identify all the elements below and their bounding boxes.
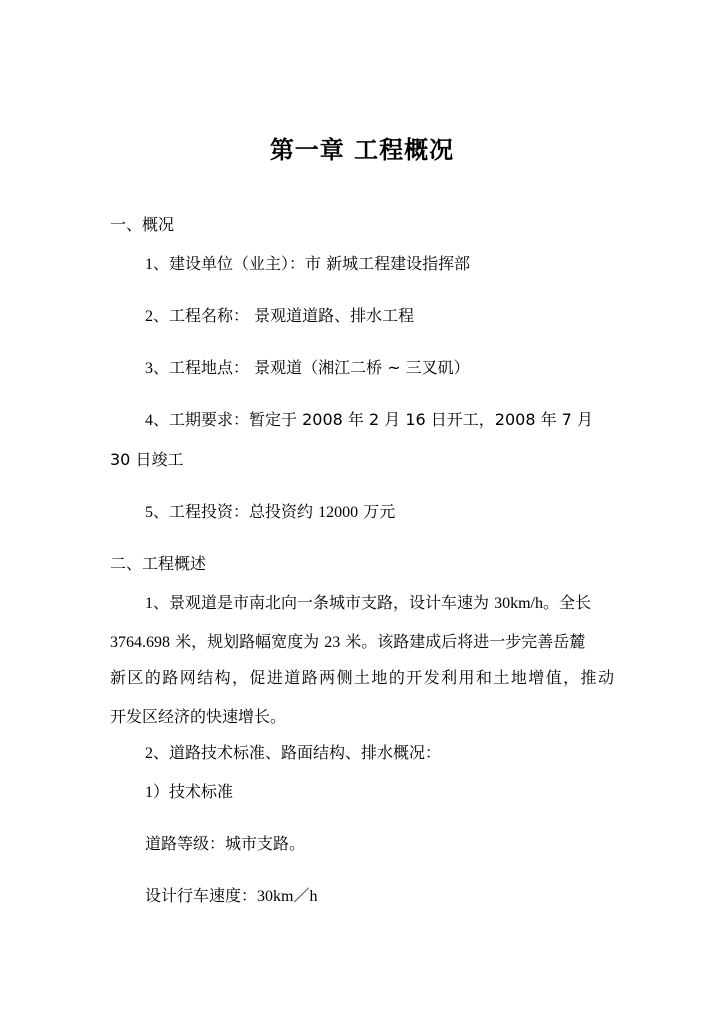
item-schedule-line1 [145, 408, 593, 433]
road-grade: 道路等级：城市支路。 [145, 834, 306, 853]
paragraph-line [110, 630, 585, 655]
investment-amount: 12000 [318, 504, 359, 521]
item-text: 工程地点： 景观道（湘江二桥 ~ 三叉矶） [169, 358, 470, 377]
design-speed-line [145, 884, 317, 909]
item-separator: 、 [153, 502, 170, 521]
section-heading-description: 二、工程概述 [110, 554, 207, 573]
paragraph-line [145, 741, 441, 766]
section-heading-overview: 一、概况 [110, 215, 175, 234]
paragraph-line: 开发区经济的快速增长。 [110, 707, 287, 726]
item-builder [145, 252, 470, 277]
item-number: 1 [145, 256, 153, 273]
subsection-text: ）技术标准 [153, 782, 234, 801]
item-schedule-line2: 30 日竣工 [110, 450, 184, 469]
road-length-value: 3764.698 [110, 634, 170, 651]
paragraph-text: 。全长 [542, 593, 591, 612]
paragraph-text: 、道路技术标准、路面结构、排水概况： [153, 743, 442, 762]
item-investment [145, 500, 395, 525]
design-speed-label: 设计行车速度： [145, 886, 258, 905]
item-separator: 、 [153, 254, 170, 273]
design-speed-value: 30km／h [257, 888, 318, 905]
item-number: 5 [145, 504, 153, 521]
item-number: 2 [145, 308, 153, 325]
paragraph-line [145, 591, 591, 616]
paragraph-line: 新区的路网结构，促进道路两侧土地的开发利用和土地增值，推动 [110, 668, 614, 687]
item-number: 1 [145, 595, 153, 612]
chapter-title: 第一章 工程概况 [269, 136, 455, 164]
item-separator: 、 [153, 306, 170, 325]
item-number: 2 [145, 745, 153, 762]
paragraph-text: 米，规划路幅宽度为 [170, 632, 325, 651]
item-number: 4 [145, 412, 153, 429]
item-text: 工程名称： 景观道道路、排水工程 [169, 306, 415, 325]
item-text: 建设单位（业主）：市 新城工程建设指挥部 [169, 254, 471, 273]
item-separator: 、 [153, 410, 170, 429]
item-text: 万元 [358, 502, 396, 521]
item-number: 3 [145, 360, 153, 377]
road-width-value: 23 [324, 634, 341, 651]
paragraph-text: 、景观道是市南北向一条城市支路，设计车速为 [153, 593, 495, 612]
item-number: 1 [145, 784, 153, 801]
item-separator: 、 [153, 358, 170, 377]
item-project-location [145, 356, 470, 381]
paragraph-text: 米。该路建成后将进一步完善岳麓 [340, 632, 586, 651]
subsection-heading [145, 780, 233, 805]
item-text: 工程投资：总投资约 [169, 502, 319, 521]
design-speed-value: 30km/h [494, 595, 543, 612]
item-text: 工期要求：暂定于 2008 年 2 月 16 日开工，2008 年 7 月 [169, 410, 593, 429]
item-project-name [145, 304, 414, 329]
